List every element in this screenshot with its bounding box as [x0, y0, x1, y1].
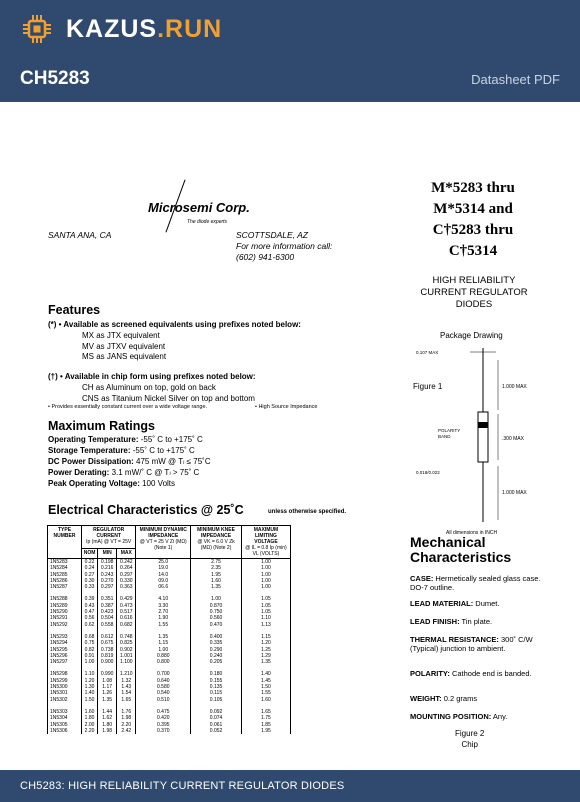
table-cell: 1N5285: [48, 572, 82, 578]
table-cell: 0.420: [136, 715, 191, 721]
col-limiting-voltage: MAXIMUM LIMITING VOLTAGE @ IL = 0.8 Ip (min) VL (VOLTS): [241, 526, 290, 559]
table-cell: 0.387: [98, 603, 117, 609]
table-cell: 2.70: [136, 609, 191, 615]
max-rating-row: Storage Temperature: -55˚ C to +175˚ C: [48, 446, 195, 455]
company-logo: Microsemi Corp.: [148, 200, 250, 215]
table-cell: 1N5306: [48, 728, 82, 734]
table-cell: 1.00: [191, 596, 242, 602]
table-cell: 0.738: [98, 647, 117, 653]
table-row: [48, 559, 291, 566]
table-cell: 0.748: [117, 634, 136, 640]
table-cell: 1.40: [241, 671, 290, 677]
table-cell: 0.052: [191, 728, 242, 734]
table-cell: 0.330: [117, 578, 136, 584]
table-cell: 1N5294: [48, 640, 82, 646]
table-cell: 0.616: [117, 615, 136, 621]
table-cell: 2.75: [191, 559, 242, 566]
table-cell: 1.65: [241, 709, 290, 715]
table-cell: 1.35: [136, 634, 191, 640]
table-cell: 1.55: [241, 690, 290, 696]
table-cell: 0.423: [98, 609, 117, 615]
table-cell: 0.115: [191, 690, 242, 696]
table-cell: 0.558: [98, 622, 117, 628]
table-cell: 1.98: [98, 728, 117, 734]
table-cell: 1N5292: [48, 622, 82, 628]
mech-thermal-resistance: THERMAL RESISTANCE: 300˚ C/W (Typical) junction to ambient.: [410, 635, 533, 653]
col-type: TYPE NUMBER: [48, 526, 82, 559]
table-cell: 1.35: [191, 584, 242, 590]
page-title: CH5283: [20, 68, 90, 89]
table-cell: 1.95: [191, 572, 242, 578]
table-cell: 0.91: [82, 653, 98, 659]
table-cell: 06.6: [136, 584, 191, 590]
col-regulator-current: REGULATOR CURRENT Ip (mA) @ VT = 25V: [82, 526, 136, 549]
table-cell: 0.880: [136, 653, 191, 659]
table-cell: 1N5304: [48, 715, 82, 721]
part-description: HIGH RELIABILITY CURRENT REGULATOR DIODES: [420, 275, 528, 310]
table-cell: 0.33: [82, 584, 98, 590]
table-cell: 1.80: [82, 715, 98, 721]
col-dynamic-impedance: MINIMUM DYNAMIC IMPEDANCE @ VT = 25 V Zi (MΩ) (Note 1): [136, 526, 191, 559]
table-cell: 0.902: [117, 647, 136, 653]
table-cell: 1N5297: [48, 659, 82, 665]
table-cell: 1N5288: [48, 596, 82, 602]
table-cell: 0.682: [117, 622, 136, 628]
table-cell: 1.20: [241, 640, 290, 646]
table-cell: 0.510: [136, 697, 191, 703]
table-row: [48, 728, 291, 734]
table-cell: 0.43: [82, 603, 98, 609]
table-cell: 0.335: [191, 640, 242, 646]
chip-icon: [22, 14, 52, 44]
table-cell: 0.22: [82, 559, 98, 566]
table-cell: 2.35: [191, 565, 242, 571]
table-cell: 0.30: [82, 578, 98, 584]
table-cell: 1.95: [241, 728, 290, 734]
features-note-impedance: • High Source Impedance: [255, 404, 318, 410]
table-cell: 0.395: [136, 722, 191, 728]
table-cell: 0.270: [98, 578, 117, 584]
table-cell: 0.216: [98, 565, 117, 571]
table-cell: 1.00: [241, 578, 290, 584]
table-cell: 0.580: [136, 684, 191, 690]
table-cell: 1.00: [241, 584, 290, 590]
table-cell: 0.47: [82, 609, 98, 615]
table-cell: 1.35: [241, 659, 290, 665]
table-cell: 3.30: [136, 603, 191, 609]
table-cell: 2.20: [117, 722, 136, 728]
table-cell: 1.90: [136, 615, 191, 621]
table-cell: 1.00: [241, 559, 290, 566]
table-cell: 1.43: [117, 684, 136, 690]
table-cell: 1.60: [191, 578, 242, 584]
table-cell: 0.473: [117, 603, 136, 609]
mech-mounting: MOUNTING POSITION: Any.: [410, 712, 508, 721]
mech-lead-material: LEAD MATERIAL: Dumet.: [410, 599, 500, 608]
package-drawing-label: Package Drawing: [440, 331, 503, 340]
table-cell: 1.00: [136, 647, 191, 653]
table-cell: 0.180: [191, 671, 242, 677]
table-cell: 1N5303: [48, 709, 82, 715]
table-cell: 0.363: [117, 584, 136, 590]
table-cell: 0.470: [191, 622, 242, 628]
table-cell: 0.400: [191, 634, 242, 640]
table-cell: 1.50: [82, 697, 98, 703]
table-cell: 1.85: [241, 722, 290, 728]
table-cell: 1N5286: [48, 578, 82, 584]
table-cell: 0.560: [191, 615, 242, 621]
table-cell: 1N5293: [48, 634, 82, 640]
table-cell: 14.0: [136, 572, 191, 578]
figure-1-label: Figure 1: [413, 382, 443, 391]
table-cell: 0.370: [136, 728, 191, 734]
table-cell: 1N5284: [48, 565, 82, 571]
table-cell: 1.32: [117, 678, 136, 684]
table-cell: 1N5283: [48, 559, 82, 566]
max-rating-row: DC Power Dissipation: 475 mW @ Tₗ ≤ 75˚C: [48, 457, 211, 466]
table-cell: 1.13: [241, 622, 290, 628]
table-cell: 1.10: [241, 615, 290, 621]
svg-text:All dimensions in INCH: All dimensions in INCH: [446, 530, 498, 536]
max-ratings-heading: Maximum Ratings: [48, 419, 155, 433]
top-bar: [0, 0, 580, 102]
table-cell: 1.05: [241, 596, 290, 602]
mech-polarity: POLARITY: Cathode end is banded.: [410, 669, 532, 678]
table-cell: 0.351: [98, 596, 117, 602]
table-cell: 1.26: [98, 690, 117, 696]
table-cell: 1.10: [82, 671, 98, 677]
table-cell: 1N5289: [48, 603, 82, 609]
col-max: MAX: [117, 549, 136, 559]
table-cell: 0.198: [98, 559, 117, 566]
table-cell: 0.290: [191, 647, 242, 653]
electrical-heading: Electrical Characteristics @ 25˚C: [48, 503, 244, 517]
table-cell: 19.0: [136, 565, 191, 571]
table-cell: 1N5295: [48, 647, 82, 653]
table-cell: 1.05: [241, 609, 290, 615]
col-min: MIN: [98, 549, 117, 559]
table-cell: 0.27: [82, 572, 98, 578]
datasheet-page: [0, 102, 580, 770]
table-cell: 1.65: [117, 697, 136, 703]
location-right: SCOTTSDALE, AZ For more information call: (602) 941-6300: [236, 230, 333, 262]
table-cell: 1N5298: [48, 671, 82, 677]
table-cell: 1.62: [98, 715, 117, 721]
max-rating-row: Operating Temperature: -55˚ C to +175˚ C: [48, 435, 203, 444]
table-cell: 0.517: [117, 609, 136, 615]
table-cell: 0.800: [136, 659, 191, 665]
table-cell: 1.76: [117, 709, 136, 715]
table-cell: 0.135: [191, 684, 242, 690]
svg-text:1.000 MAX: 1.000 MAX: [502, 384, 527, 390]
datasheet-pdf-link[interactable]: Datasheet PDF: [471, 72, 560, 87]
part-number-heading: M*5283 thru M*5314 and C†5283 thru C†5314: [431, 180, 515, 259]
mech-case: CASE: Hermetically sealed glass case. DO-7 outline.: [410, 574, 541, 592]
table-cell: 0.640: [136, 678, 191, 684]
site-logo[interactable]: [22, 14, 222, 44]
table-cell: 1N5305: [48, 722, 82, 728]
col-knee-impedance: MINIMUM KNEE IMPEDANCE @ VK = 6.0 V Zk (MΩ) (Note 2): [191, 526, 242, 559]
table-cell: 1.15: [136, 640, 191, 646]
footer-title: CH5283: HIGH RELIABILITY CURRENT REGULATOR DIODES: [20, 780, 345, 792]
location-left: SANTA ANA, CA: [48, 230, 112, 240]
table-cell: 0.870: [191, 603, 242, 609]
table-cell: 1.55: [136, 622, 191, 628]
table-cell: 0.540: [136, 690, 191, 696]
svg-text:POLARITY: POLARITY: [438, 428, 461, 433]
table-cell: 0.205: [191, 659, 242, 665]
svg-text:BAND: BAND: [438, 434, 451, 439]
mech-lead-finish: LEAD FINISH: Tin plate.: [410, 617, 493, 626]
table-cell: 1N5291: [48, 615, 82, 621]
table-cell: 1.17: [98, 684, 117, 690]
table-cell: 1N5299: [48, 678, 82, 684]
site-name: KAZUS.RUN: [66, 14, 223, 43]
table-cell: 0.39: [82, 596, 98, 602]
electrical-heading-note: unless otherwise specified.: [268, 509, 347, 515]
table-cell: 1.29: [241, 653, 290, 659]
table-cell: 1N5287: [48, 584, 82, 590]
table-cell: 25.0: [136, 559, 191, 566]
table-cell: 1.54: [117, 690, 136, 696]
table-cell: 1.45: [241, 678, 290, 684]
table-cell: 1.75: [241, 715, 290, 721]
max-rating-row: Power Derating: 3.1 mW/˚ C @ Tₗ > 75˚ C: [48, 468, 200, 477]
table-cell: 0.75: [82, 640, 98, 646]
table-cell: 1.98: [117, 715, 136, 721]
table-cell: 1.25: [241, 647, 290, 653]
table-cell: 0.612: [98, 634, 117, 640]
mechanical-heading: Mechanical Characteristics: [410, 534, 512, 565]
col-nom: NOM: [82, 549, 98, 559]
table-cell: 0.092: [191, 709, 242, 715]
mech-weight: WEIGHT: 0.2 grams: [410, 694, 478, 703]
table-cell: 1.35: [98, 697, 117, 703]
table-cell: 2.42: [117, 728, 136, 734]
table-cell: 0.155: [191, 678, 242, 684]
table-cell: 2.00: [82, 722, 98, 728]
table-cell: 1.50: [241, 684, 290, 690]
table-cell: 1.08: [98, 678, 117, 684]
table-cell: 0.900: [98, 659, 117, 665]
table-cell: 1.20: [82, 678, 98, 684]
table-cell: 1.80: [98, 722, 117, 728]
table-cell: 1.15: [241, 634, 290, 640]
table-cell: 09.0: [136, 578, 191, 584]
table-cell: 1.00: [82, 659, 98, 665]
svg-text:.300 MAX: .300 MAX: [502, 436, 524, 442]
features-star-list: MX as JTX equivalent MV as JTXV equivalent MS as JANS equivalent: [82, 331, 167, 361]
svg-text:0.107 MAX: 0.107 MAX: [416, 350, 439, 355]
table-cell: 0.56: [82, 615, 98, 621]
table-cell: 0.297: [117, 572, 136, 578]
table-cell: 0.242: [117, 559, 136, 566]
table-cell: 1.40: [82, 690, 98, 696]
svg-text:0.018/0.022: 0.018/0.022: [416, 470, 440, 475]
table-cell: 0.24: [82, 565, 98, 571]
table-cell: 1.001: [117, 653, 136, 659]
table-cell: 0.429: [117, 596, 136, 602]
features-dagger-list: CH as Aluminum on top, gold on back CNS as Titanium Nickel Silver on top and bottom: [82, 383, 255, 403]
table-cell: 0.700: [136, 671, 191, 677]
table-cell: 1.44: [98, 709, 117, 715]
footer-bar: [0, 770, 580, 802]
table-cell: 1N5290: [48, 609, 82, 615]
features-star: (*) • Available as screened equivalents using prefixes noted below:: [48, 320, 301, 329]
table-cell: 0.68: [82, 634, 98, 640]
features-dagger: (†) • Available in chip form using prefixes noted below:: [48, 372, 256, 381]
table-cell: 1.60: [82, 709, 98, 715]
table-cell: 4.10: [136, 596, 191, 602]
table-cell: 0.819: [98, 653, 117, 659]
table-cell: 0.62: [82, 622, 98, 628]
table-cell: 0.264: [117, 565, 136, 571]
figure-2-label: Figure 2 Chip: [455, 729, 485, 749]
table-cell: 1.210: [117, 671, 136, 677]
table-cell: 0.990: [98, 671, 117, 677]
table-cell: 1N5296: [48, 653, 82, 659]
table-cell: 0.243: [98, 572, 117, 578]
svg-text:1.000 MAX: 1.000 MAX: [502, 490, 527, 496]
table-cell: 0.105: [191, 697, 242, 703]
table-cell: 2.20: [82, 728, 98, 734]
table-cell: 0.074: [191, 715, 242, 721]
table-cell: 1.00: [241, 572, 290, 578]
table-cell: 1N5301: [48, 690, 82, 696]
table-cell: 0.504: [98, 615, 117, 621]
table-cell: 0.061: [191, 722, 242, 728]
table-cell: 0.297: [98, 584, 117, 590]
table-cell: 1.60: [241, 697, 290, 703]
table-cell: 1.00: [241, 565, 290, 571]
table-cell: 0.240: [191, 653, 242, 659]
table-cell: 0.825: [117, 640, 136, 646]
table-cell: 1.100: [117, 659, 136, 665]
features-note-constant-current: • Provides essentially constant current over a wide voltage range.: [48, 404, 208, 410]
table-cell: 0.750: [191, 609, 242, 615]
package-drawing: [408, 340, 558, 540]
table-cell: 0.82: [82, 647, 98, 653]
table-cell: 1N5302: [48, 697, 82, 703]
table-cell: 1N5300: [48, 684, 82, 690]
features-heading: Features: [48, 303, 101, 317]
company-tagline: The diode experts: [187, 219, 228, 225]
electrical-table: [47, 525, 291, 734]
max-rating-row: Peak Operating Voltage: 100 Volts: [48, 479, 176, 488]
table-cell: 0.675: [98, 640, 117, 646]
table-cell: 1.30: [82, 684, 98, 690]
table-cell: 0.475: [136, 709, 191, 715]
table-cell: 1.05: [241, 603, 290, 609]
